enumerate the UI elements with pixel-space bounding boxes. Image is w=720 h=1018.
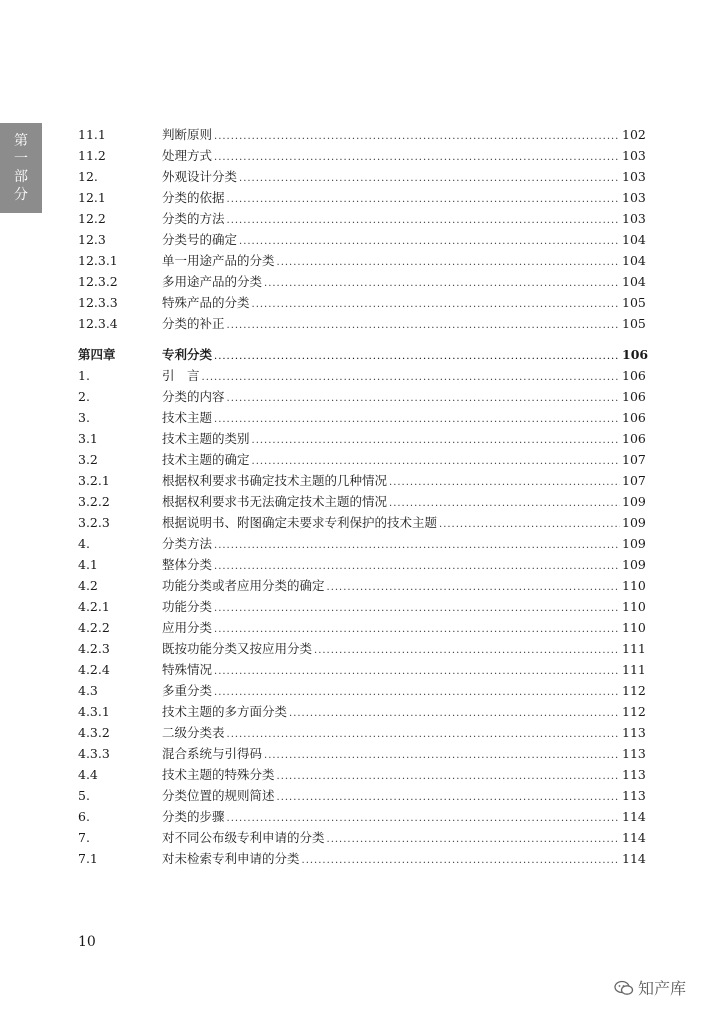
toc-entry-number: 2. (78, 389, 90, 404)
toc-entry (78, 828, 644, 849)
toc-entry (78, 429, 644, 450)
toc-leader-dots (214, 536, 620, 551)
toc-entry (78, 639, 644, 660)
toc-entry-number: 12.3.1 (78, 253, 118, 268)
toc-entry (78, 513, 644, 534)
toc-entry-number: 7. (78, 830, 90, 845)
toc-leader-dots (227, 725, 620, 740)
toc-entry-title: 分类的步骤 (162, 809, 225, 824)
toc-entry-page: 113 (622, 746, 646, 761)
toc-entry-number: 4.2 (78, 578, 98, 593)
toc-leader-dots (214, 410, 620, 425)
toc-entry (78, 597, 644, 618)
toc-entry-page: 106 (622, 389, 646, 404)
toc-entry-page: 106 (622, 368, 646, 383)
toc-leader-dots (227, 211, 620, 226)
toc-entry-number: 7.1 (78, 851, 98, 866)
toc-leader-dots (214, 148, 620, 163)
toc-entry (78, 125, 644, 146)
toc-entry-page: 104 (622, 232, 646, 247)
side-tab-char: 分 (14, 187, 28, 203)
toc-leader-dots (439, 515, 620, 530)
toc-entry (78, 765, 644, 786)
toc-entry-number: 3.2 (78, 452, 98, 467)
watermark (614, 976, 686, 999)
toc-entry-title: 分类的内容 (162, 389, 225, 404)
toc-entry-title: 处理方式 (162, 148, 213, 163)
toc-entry-title: 特殊产品的分类 (162, 295, 250, 310)
toc-entry-title: 多重分类 (162, 683, 213, 698)
toc-entry (78, 723, 644, 744)
toc-entry (78, 660, 644, 681)
toc-entry-title: 分类位置的规则简述 (162, 788, 275, 803)
toc-entry (78, 366, 644, 387)
toc-entry-page: 104 (622, 253, 646, 268)
toc-entry-page: 105 (622, 316, 646, 331)
toc-entry-page: 109 (622, 494, 646, 509)
toc-entry-title: 二级分类表 (162, 725, 225, 740)
toc-entry-title: 分类方法 (162, 536, 213, 551)
toc-entry (78, 230, 644, 251)
toc-entry-number: 第四章 (78, 347, 116, 362)
toc-entry-page: 111 (622, 641, 646, 656)
toc-entry-page: 113 (622, 725, 646, 740)
toc-leader-dots (214, 620, 620, 635)
toc-leader-dots (389, 494, 620, 509)
toc-entry (78, 272, 644, 293)
toc-entry-title: 整体分类 (162, 557, 213, 572)
toc-entry (78, 534, 644, 555)
toc-leader-dots (227, 190, 620, 205)
toc-entry-number: 4.1 (78, 557, 98, 572)
toc-entry-number: 11.1 (78, 127, 106, 142)
table-of-contents (78, 125, 649, 870)
toc-entry (78, 408, 644, 429)
toc-leader-dots (252, 431, 620, 446)
toc-entry (78, 681, 644, 702)
toc-leader-dots (227, 389, 620, 404)
toc-leader-dots (239, 169, 620, 184)
toc-entry-title: 技术主题的确定 (162, 452, 250, 467)
toc-entry-title: 功能分类或者应用分类的确定 (162, 578, 325, 593)
toc-entry-title: 对未检索专利申请的分类 (162, 851, 300, 866)
toc-leader-dots (302, 851, 620, 866)
toc-entry-number: 12.3.2 (78, 274, 118, 289)
toc-entry (78, 702, 644, 723)
toc-entry (78, 807, 644, 828)
toc-entry-title: 根据权利要求书确定技术主题的几种情况 (162, 473, 388, 488)
toc-entry-page: 114 (622, 830, 646, 845)
toc-entry (78, 471, 644, 492)
toc-entry-number: 5. (78, 788, 90, 803)
toc-entry-page: 103 (622, 190, 646, 205)
toc-entry-page: 113 (622, 788, 646, 803)
toc-entry-number: 4.2.4 (78, 662, 110, 677)
toc-leader-dots (214, 557, 620, 572)
toc-leader-dots (327, 578, 620, 593)
toc-entry-page: 109 (622, 515, 646, 530)
toc-entry (78, 146, 644, 167)
toc-leader-dots (264, 746, 620, 761)
toc-entry-number: 12. (78, 169, 98, 184)
toc-entry-page: 112 (622, 683, 646, 698)
toc-entry-number: 4.4 (78, 767, 98, 782)
toc-entry-title: 技术主题的多方面分类 (162, 704, 288, 719)
toc-leader-dots (327, 830, 620, 845)
toc-entry-title: 对不同公布级专利申请的分类 (162, 830, 325, 845)
toc-entry-page: 114 (622, 851, 646, 866)
toc-leader-dots (314, 641, 620, 656)
toc-leader-dots (214, 683, 620, 698)
toc-entry (78, 167, 644, 188)
side-tab-char: 部 (14, 169, 28, 185)
toc-entry (78, 492, 644, 513)
toc-leader-dots (252, 295, 620, 310)
toc-entry-page: 102 (622, 127, 646, 142)
toc-entry (78, 576, 644, 597)
toc-entry-number: 3. (78, 410, 90, 425)
toc-leader-dots (277, 788, 620, 803)
page-number: 10 (78, 934, 96, 950)
toc-entry-number: 12.1 (78, 190, 106, 205)
toc-entry (78, 618, 644, 639)
toc-entry-number: 4.2.2 (78, 620, 110, 635)
toc-leader-dots (389, 473, 620, 488)
toc-leader-dots (214, 599, 620, 614)
toc-entry-number: 12.3.3 (78, 295, 118, 310)
toc-entry-title: 技术主题 (162, 410, 213, 425)
toc-entry-number: 3.2.1 (78, 473, 110, 488)
watermark-text: 知产库 (638, 979, 687, 998)
toc-entry-title: 分类的依据 (162, 190, 225, 205)
toc-entry (78, 314, 644, 335)
toc-entry-page: 110 (622, 599, 646, 614)
toc-entry-title: 单一用途产品的分类 (162, 253, 275, 268)
toc-entry-page: 110 (622, 620, 646, 635)
toc-entry (78, 293, 644, 314)
toc-entry (78, 345, 649, 366)
toc-leader-dots (289, 704, 620, 719)
toc-entry-title: 技术主题的特殊分类 (162, 767, 275, 782)
toc-leader-dots (277, 253, 620, 268)
toc-entry (78, 786, 644, 807)
toc-entry-page: 106 (622, 431, 646, 446)
part-side-tab (0, 123, 42, 213)
toc-entry-title: 技术主题的类别 (162, 431, 250, 446)
toc-entry-page: 113 (622, 767, 646, 782)
toc-entry-number: 12.3.4 (78, 316, 118, 331)
toc-entry-number: 4.3.3 (78, 746, 110, 761)
toc-entry-page: 106 (622, 347, 649, 362)
toc-entry-number: 3.2.3 (78, 515, 110, 530)
toc-leader-dots (239, 232, 620, 247)
toc-entry-page: 107 (622, 452, 646, 467)
toc-entry-title: 既按功能分类又按应用分类 (162, 641, 313, 656)
toc-entry-page: 107 (622, 473, 646, 488)
toc-entry-title: 混合系统与引得码 (162, 746, 263, 761)
toc-entry-title: 分类的补正 (162, 316, 225, 331)
side-tab-char: 第 (14, 133, 28, 149)
toc-entry-number: 4.3 (78, 683, 98, 698)
toc-entry-number: 4.3.1 (78, 704, 110, 719)
toc-entry-title: 分类的方法 (162, 211, 225, 226)
toc-entry-page: 110 (622, 578, 646, 593)
toc-entry-number: 4.3.2 (78, 725, 110, 740)
toc-entry-number: 1. (78, 368, 90, 383)
side-tab-char: 一 (14, 151, 28, 167)
toc-entry (78, 450, 644, 471)
toc-entry-page: 103 (622, 148, 646, 163)
toc-entry-page: 105 (622, 295, 646, 310)
toc-entry-title: 根据权利要求书无法确定技术主题的情况 (162, 494, 388, 509)
toc-entry-number: 4.2.3 (78, 641, 110, 656)
toc-entry-page: 104 (622, 274, 646, 289)
toc-entry-number: 3.2.2 (78, 494, 110, 509)
toc-entry (78, 251, 644, 272)
toc-entry-title: 专利分类 (162, 347, 213, 362)
toc-entry (78, 555, 644, 576)
toc-entry-page: 112 (622, 704, 646, 719)
toc-entry-page: 109 (622, 557, 646, 572)
toc-entry-title: 引 言 (162, 368, 200, 383)
toc-entry-page: 109 (622, 536, 646, 551)
toc-entry-title: 应用分类 (162, 620, 213, 635)
toc-leader-dots (214, 347, 620, 362)
toc-entry (78, 849, 644, 870)
toc-leader-dots (214, 662, 620, 677)
toc-entry-title: 判断原则 (162, 127, 213, 142)
toc-leader-dots (264, 274, 620, 289)
toc-entry-number: 11.2 (78, 148, 106, 163)
toc-entry-page: 114 (622, 809, 646, 824)
toc-leader-dots (202, 368, 620, 383)
toc-entry (78, 188, 644, 209)
toc-leader-dots (227, 316, 620, 331)
wechat-icon (614, 980, 634, 996)
toc-entry-number: 3.1 (78, 431, 98, 446)
toc-entry-title: 特殊情况 (162, 662, 213, 677)
toc-entry-title: 外观设计分类 (162, 169, 238, 184)
toc-entry (78, 209, 644, 230)
toc-entry-number: 12.3 (78, 232, 106, 247)
toc-entry-number: 6. (78, 809, 90, 824)
toc-entry-title: 根据说明书、附图确定未要求专利保护的技术主题 (162, 515, 438, 530)
toc-entry-page: 106 (622, 410, 646, 425)
toc-entry (78, 387, 644, 408)
toc-leader-dots (252, 452, 620, 467)
toc-entry-page: 103 (622, 211, 646, 226)
toc-entry-page: 111 (622, 662, 646, 677)
toc-entry-number: 4. (78, 536, 90, 551)
toc-entry-page: 103 (622, 169, 646, 184)
toc-entry-title: 多用途产品的分类 (162, 274, 263, 289)
toc-entry-title: 功能分类 (162, 599, 213, 614)
toc-leader-dots (214, 127, 620, 142)
toc-entry-title: 分类号的确定 (162, 232, 238, 247)
toc-leader-dots (277, 767, 620, 782)
toc-entry (78, 744, 644, 765)
toc-leader-dots (227, 809, 620, 824)
toc-entry-number: 12.2 (78, 211, 106, 226)
toc-entry-number: 4.2.1 (78, 599, 110, 614)
